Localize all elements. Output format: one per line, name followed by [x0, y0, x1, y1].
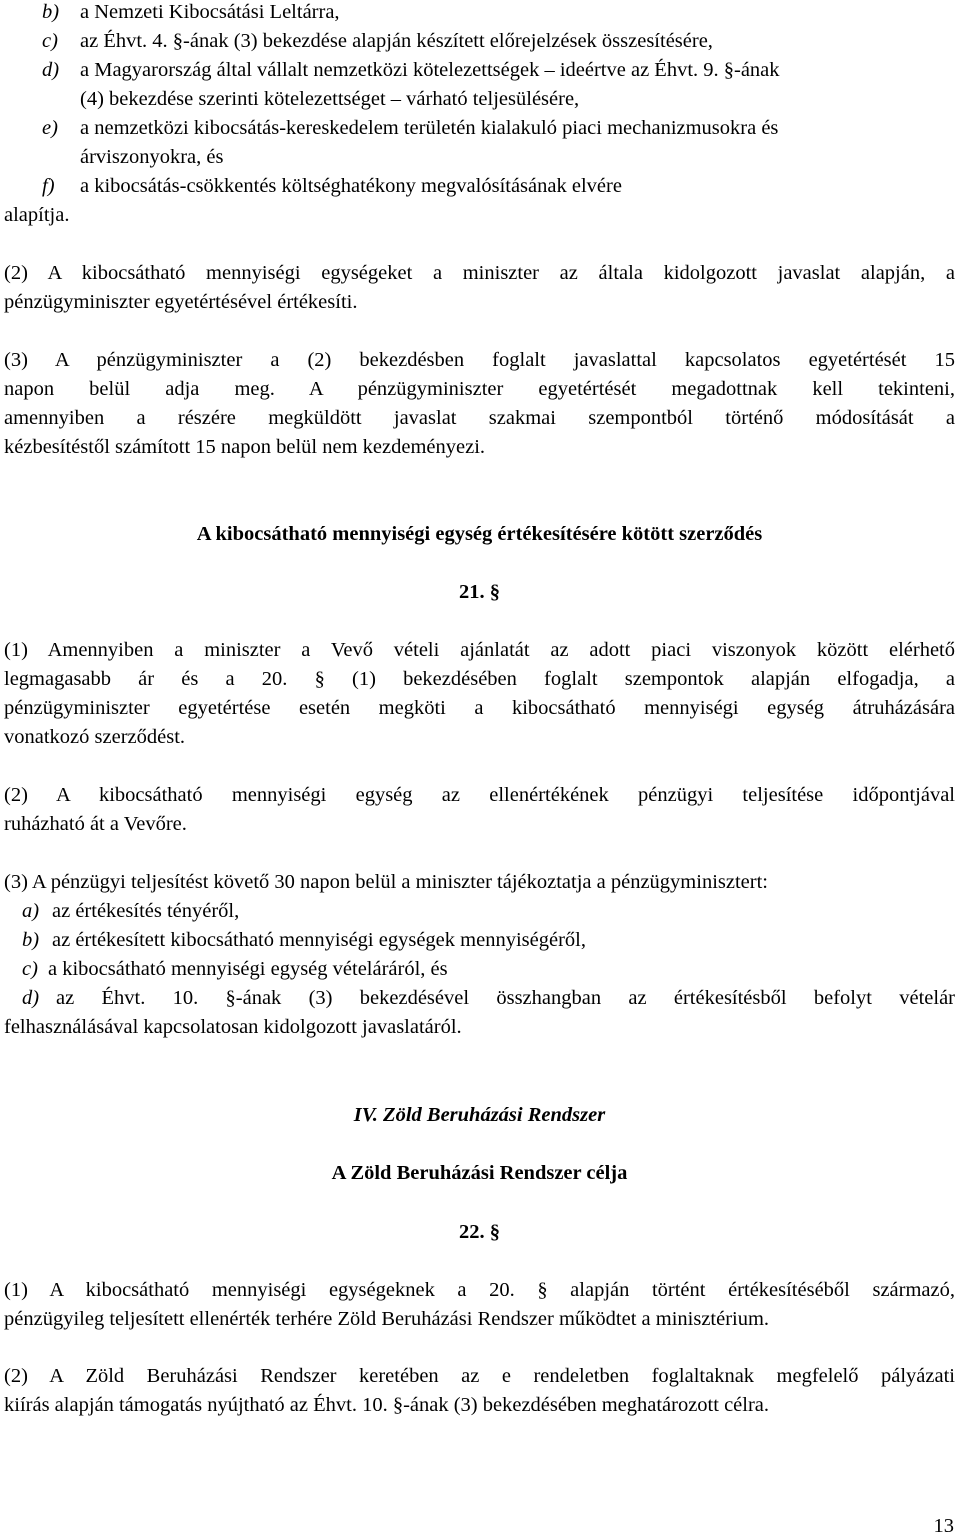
list-item-label: e)	[42, 117, 58, 139]
paragraph-line: (1) A kibocsátható mennyiségi egységeknek a 20. § alapján történt értékesítéséből származó,	[4, 1279, 955, 1301]
list-item-label: d)	[42, 59, 60, 81]
paragraph-line: napon belül adja meg. A pénzügyminiszter egyetértését megadottnak kell tekinteni,	[4, 378, 955, 400]
paragraph-line: kézbesítéstől számított 15 napon belül nem kezdeményezi.	[4, 436, 486, 458]
list-item-text: árviszonyokra, és	[80, 146, 224, 168]
paragraph-line: (2) A kibocsátható mennyiségi egységeket a miniszter az általa kidolgozott javaslat alapján, a	[4, 262, 955, 284]
list-item-text: a kibocsátható mennyiségi egység vételáráról, és	[48, 958, 448, 980]
section-heading: A kibocsátható mennyiségi egység értékesítésére kötött szerződés	[196, 523, 763, 545]
list-item-label: c)	[42, 30, 58, 52]
paragraph-line: (1) Amennyiben a miniszter a Vevő vételi ajánlatát az adott piaci viszonyok között elérhető	[4, 639, 955, 661]
list-item-text: az értékesítés tényéről,	[52, 900, 240, 922]
list-item	[42, 176, 622, 197]
paragraph-line: ruházható át a Vevőre.	[4, 813, 187, 835]
list-item	[22, 901, 239, 922]
list-item-text: a Magyarország által vállalt nemzetközi kötelezettségek – ideértve az Éhvt. 9. §-ának	[80, 59, 780, 81]
list-item-label: a)	[22, 900, 40, 922]
section-number: 22. §	[459, 1221, 500, 1243]
paragraph-line: legmagasabb ár és a 20. § (1) bekezdésében foglalt szempontok alapján elfogadja, a	[4, 668, 955, 690]
list-item-label: c)	[22, 958, 38, 980]
page-number: 13	[933, 1515, 954, 1537]
list-item-text: a Nemzeti Kibocsátási Leltárra,	[80, 1, 340, 23]
list-item	[42, 31, 713, 52]
paragraph-line: (2) A kibocsátható mennyiségi egység az ellenértékének pénzügyi teljesítése időpontjával	[4, 784, 955, 806]
paragraph-line: alapítja.	[4, 204, 70, 226]
list-item-text: (4) bekezdése szerinti kötelezettséget – várható teljesülésére,	[80, 88, 580, 110]
paragraph-line: felhasználásával kapcsolatosan kidolgozott javaslatáról.	[4, 1016, 462, 1038]
list-item-text: a kibocsátás-csökkentés költséghatékony megvalósításának elvére	[80, 175, 622, 197]
paragraph-line: vonatkozó szerződést.	[4, 726, 186, 748]
list-item-label: d)	[22, 987, 40, 1009]
paragraph-line: pénzügyileg teljesített ellenérték terhére Zöld Beruházási Rendszer működtet a minisztérium.	[4, 1308, 770, 1330]
list-item	[22, 959, 448, 980]
paragraph-line: amennyiben a részére megküldött javaslat szakmai szempontból történő módosítását a	[4, 407, 955, 429]
list-item	[42, 2, 340, 23]
list-item-continuation	[80, 147, 223, 168]
list-item-label: b)	[22, 929, 40, 951]
list-item-label: f)	[42, 175, 55, 197]
paragraph-line: pénzügyminiszter egyetértése esetén megköti a kibocsátható mennyiségi egység átruházására	[4, 697, 955, 719]
paragraph-line: pénzügyminiszter egyetértésével értékesíti.	[4, 291, 358, 313]
paragraph-line: (2) A Zöld Beruházási Rendszer keretében az e rendeletben foglaltaknak megfelelő pályázati	[4, 1365, 955, 1387]
list-item-text: az Éhvt. 10. §-ának (3) bekezdésével összhangban az értékesítésből befolyt vételár	[56, 987, 955, 1009]
list-item	[22, 930, 586, 951]
list-item-text: az Éhvt. 4. §-ának (3) bekezdése alapján készített előrejelzések összesítésére,	[80, 30, 713, 52]
list-item-label: b)	[42, 1, 60, 23]
list-item	[42, 118, 778, 139]
paragraph-line: (3) A pénzügyminiszter a (2) bekezdésben foglalt javaslattal kapcsolatos egyetértését 15	[4, 349, 955, 371]
paragraph-line: (3) A pénzügyi teljesítést követő 30 napon belül a miniszter tájékoztatja a pénzügyminisztert:	[4, 871, 768, 893]
list-item-continuation	[80, 89, 579, 110]
paragraph-line: kiírás alapján támogatás nyújtható az Éhvt. 10. §-ának (3) bekezdésében meghatározott célra.	[4, 1394, 770, 1416]
list-item	[22, 988, 955, 1009]
section-heading: A Zöld Beruházási Rendszer célja	[331, 1162, 628, 1184]
list-item	[42, 60, 780, 81]
list-item-text: az értékesített kibocsátható mennyiségi egységek mennyiségéről,	[52, 929, 586, 951]
section-number: 21. §	[459, 581, 500, 603]
list-item-text: a nemzetközi kibocsátás-kereskedelem területén kialakuló piaci mechanizmusokra és	[80, 117, 779, 139]
chapter-title: IV. Zöld Beruházási Rendszer	[353, 1104, 606, 1126]
